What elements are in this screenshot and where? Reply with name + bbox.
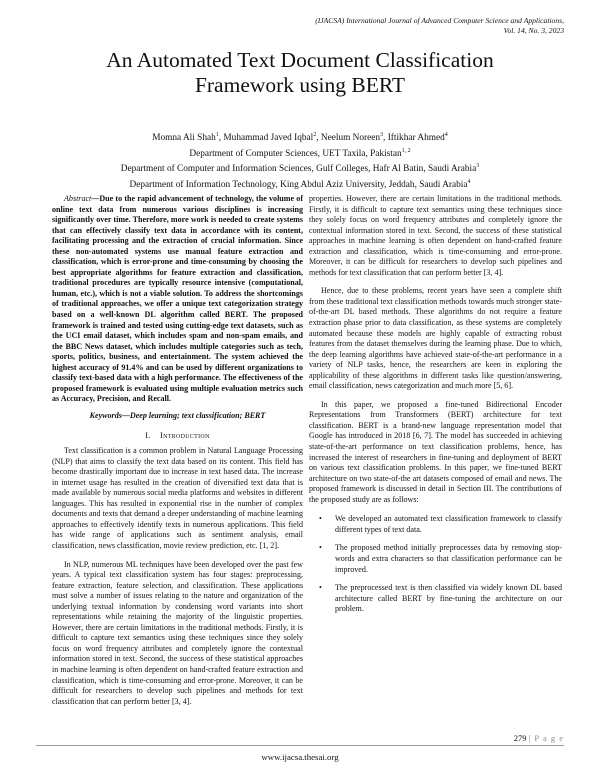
body-paragraph-continued: properties. However, there are certain limitations in the traditional methods. Firstly, it is difficult to capture text semantics using these techniques since they solely focus on word frequency attributes and completely ignore the contextual information stored in text. Second, the success of these statistical approaches in machine learning is often dependent on hand-crafted feature extraction and classification, which is time-consuming and error-prone. Moreover, it can be difficult for researchers to develop such pipelines and methods for text classification that can perform better [3, 4]. bbox=[309, 194, 562, 277]
paper-title bbox=[60, 48, 540, 98]
affiliation: Department of Computer and Information Sciences, Gulf Colleges, Hafr Al Batin, Saudi Arabia$^3$ bbox=[120, 163, 480, 175]
contribution-list bbox=[309, 514, 562, 614]
body-paragraph: Hence, due to these problems, recent years have seen a complete shift from these traditional text classification methods towards much stronger state-of-the-art DL based methods. These algorithms do not require a feature extraction phase prior to data classification, as these systems are completely automated because these models are highly capable of extracting robust features from the dataset themselves during the learning phase. Due to which, the deep learning algorithms have achieved state-of-the-art performance in a variety of NLP tasks, hence, the researchers are keen in exploring the applicability of these algorithms in different tasks like question/answering, email classification, news categorization and much more [5, 6]. bbox=[309, 286, 562, 391]
author-name: Iftikhar Ahmed bbox=[387, 133, 445, 144]
journal-header bbox=[184, 16, 564, 36]
page-number: 279 | P a g e bbox=[513, 733, 564, 743]
author-name: Momna Ali Shah bbox=[152, 133, 216, 144]
journal-website: www.ijacsa.thesai.org bbox=[261, 752, 339, 762]
journal-name: (IJACSA) International Journal of Advanced Computer Science and Applications, bbox=[315, 16, 564, 25]
left-column bbox=[52, 194, 303, 706]
abstract-text: —Due to the rapid advancement of technology, the volume of online text data from numerous various disciplines is increasing significantly over time. Therefore, more work is needed to create systems that can effectively classify text data in accordance with its content, facilitating processing and the extraction of crucial information. Since these non-automated systems use manual feature extraction and classification, which is error-prone and time-consuming by choosing the best appropriate algorithms for feature extraction and classification, traditional procedures are typically resource intensive (computational, human, etc.), which is not a viable solution. To address the shortcomings of traditional approaches, we offer a unique text categorization strategy based on a well-known DL algorithm called BERT. The proposed framework is trained and tested using cutting-edge text datasets, such as the UCI email dataset, which includes spam and non-spam emails, and the BBC News dataset, which includes multiple categories such as tech, sports, politics, business, and entertainment. The system achieved the highest accuracy of 91.4% and can be used by different organizations to classify text-based data with a high performance. The effectiveness of the proposed framework is evaluated using multiple evaluation metrics such as Accuracy, Precision, and Recall. bbox=[52, 194, 303, 404]
keywords: Keywords—Deep learning; text classification; BERT bbox=[89, 410, 266, 420]
list-item: • We developed an automated text classification framework to classify different types of text data. bbox=[319, 514, 562, 534]
abstract-label: Abstract bbox=[64, 194, 92, 203]
author-affiliation-mark: 4 bbox=[444, 132, 448, 138]
paper-title-line1: An Automated Text Document Classification bbox=[106, 48, 494, 72]
bullet-icon: • bbox=[319, 543, 322, 553]
right-column bbox=[309, 194, 562, 623]
bullet-icon: • bbox=[319, 583, 322, 593]
author-name: Neelum Noreen bbox=[320, 133, 381, 144]
author-name: Muhammad Javed Iqbal bbox=[223, 133, 314, 144]
abstract bbox=[52, 194, 303, 405]
body-paragraph: In NLP, numerous ML techniques have been developed over the past few years. A typical text classification system has four stages: preprocessing, feature extraction, feature selection, and classification. These applications must solve a number of issues relating to the nature and organization of the underlying textual information by condensing word variants into short representations while retaining the majority of the linguistic properties. However, there are certain limitations in the traditional methods. Firstly, it is difficult to capture text semantics using these techniques since they solely focus on word frequency attributes and completely ignore the contextual information stored in text. Second, the success of these statistical approaches in machine learning is often dependent on hand-crafted feature extraction and classification, which is time-consuming and error-prone. Moreover, it can be difficult for researchers to develop such pipelines and methods for text classification that can perform better [3, 4]. bbox=[52, 559, 303, 706]
body-paragraph: In this paper, we proposed a fine-tuned Bidirectional Encoder Representations from Transformers (BERT) architecture for text classification. BERT is a brand-new language representation model that Google has introduced in 2018 [6, 7]. The model has succeeded in achieving state-of-the-art performance on text classification problems, hence, has increased the interest of researchers in fine-tuning and deployment of BERT on various text classification problems. In this paper, we fine-tuned BERT architecture on two state-of-the art datasets composed of email and news. The proposed framework is discussed in detail in Section III. The contributions of the proposed study are as follows: bbox=[309, 399, 562, 504]
footer-divider bbox=[36, 745, 564, 746]
affiliation: Department of Information Technology, King Abdul Aziz University, Jeddah, Saudi Arabia$^4$ bbox=[129, 178, 471, 190]
author-affiliation-mark: 2 bbox=[313, 132, 317, 138]
list-item: • The preprocessed text is then classified via widely known DL based architecture called BERT by fine-tuning the architecture on our problem. bbox=[319, 583, 562, 614]
author-affiliation-mark: 3 bbox=[380, 132, 384, 138]
list-item: • The proposed method initially preprocesses data by removing stop-words and extra characters so that classification performance can be improved. bbox=[319, 543, 562, 574]
paper-title-line2: Framework using BERT bbox=[194, 73, 406, 97]
author-block bbox=[40, 129, 560, 191]
author-affiliation-mark: 1 bbox=[215, 132, 219, 138]
journal-volume: Vol. 14, No. 3, 2023 bbox=[503, 26, 564, 35]
section-heading: I. Introduction bbox=[145, 431, 210, 441]
author-list: Momna Ali Shah$^1$, Muhammad Javed Iqbal$^2$, Neelum Noreen$^3$, Iftikhar Ahmed$^4$ bbox=[152, 132, 448, 144]
affiliation: Department of Computer Sciences, UET Taxila, Pakistan$^{1, 2}$ bbox=[189, 147, 411, 159]
body-paragraph: Text classification is a common problem in Natural Language Processing (NLP) that aims to classify the text data based on its content. This field has become drastically important due to increase in text based data. The increase in internet usage has resulted in the creation of diversified text data that is made available by numerous social media platforms and websites in different languages. This has resulted in exponential rise in the number of complex documents and texts that demand a deeper understanding of machine learning approaches to effectively identify texts in numerous applications. This field has wide range of applications such as sentiment analysis, email classification, news classification, movie review prediction, etc. [1, 2]. bbox=[52, 446, 303, 550]
bullet-icon: • bbox=[319, 514, 322, 524]
